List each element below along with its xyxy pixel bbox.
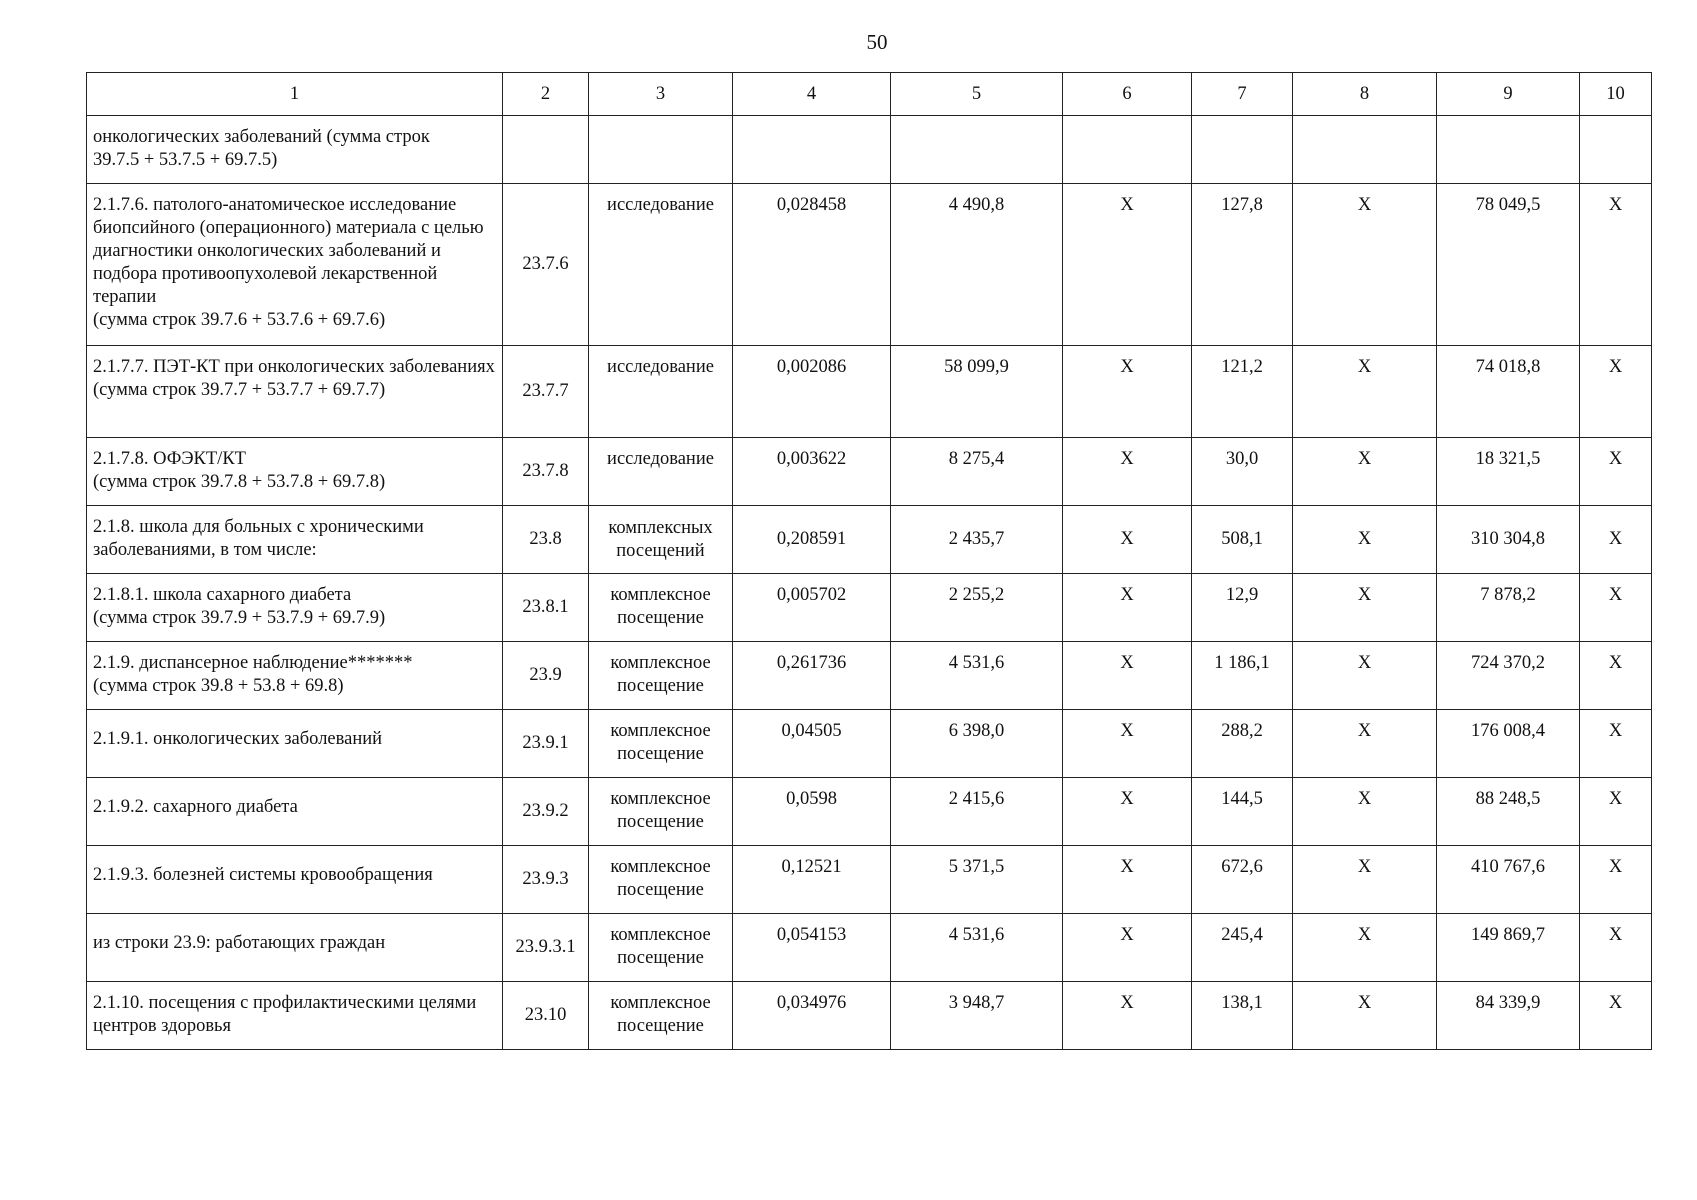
unit-cell: комплексное посещение xyxy=(589,778,733,846)
row-name-cell: 2.1.9. диспансерное наблюдение******* (сумма строк 39.8 + 53.8 + 69.8) xyxy=(87,642,503,710)
unit-cell: комплексное посещение xyxy=(589,710,733,778)
column-number: 5 xyxy=(891,73,1063,116)
value-cell: 0,12521 xyxy=(733,846,891,914)
row-name-cell: 2.1.10. посещения с профилактическими целями центров здоровья xyxy=(87,982,503,1050)
value-cell: 0,261736 xyxy=(733,642,891,710)
row-name-cell: онкологических заболеваний (сумма строк 39.7.5 + 53.7.5 + 69.7.5) xyxy=(87,116,503,184)
value-cell: Х xyxy=(1063,574,1192,642)
unit-cell: комплексное посещение xyxy=(589,982,733,1050)
column-number: 3 xyxy=(589,73,733,116)
value-cell: Х xyxy=(1580,914,1652,982)
value-cell: 4 531,6 xyxy=(891,914,1063,982)
table-row xyxy=(87,116,1652,184)
value-cell: Х xyxy=(1580,184,1652,346)
value-cell: Х xyxy=(1063,846,1192,914)
value-cell xyxy=(1192,116,1293,184)
value-cell: Х xyxy=(1063,184,1192,346)
value-cell: 0,002086 xyxy=(733,346,891,438)
value-cell: 121,2 xyxy=(1192,346,1293,438)
value-cell: 149 869,7 xyxy=(1437,914,1580,982)
column-number: 2 xyxy=(503,73,589,116)
value-cell: 0,028458 xyxy=(733,184,891,346)
value-cell: Х xyxy=(1293,914,1437,982)
value-cell: 724 370,2 xyxy=(1437,642,1580,710)
row-line-number-cell: 23.9.1 xyxy=(503,710,589,778)
row-line-number-cell xyxy=(503,116,589,184)
table-row xyxy=(87,574,1652,642)
row-name-cell: 2.1.8.1. школа сахарного диабета (сумма строк 39.7.9 + 53.7.9 + 69.7.9) xyxy=(87,574,503,642)
unit-cell xyxy=(589,116,733,184)
unit-cell: комплексных посещений xyxy=(589,506,733,574)
column-number: 8 xyxy=(1293,73,1437,116)
value-cell: 176 008,4 xyxy=(1437,710,1580,778)
value-cell: 6 398,0 xyxy=(891,710,1063,778)
unit-cell: исследование xyxy=(589,184,733,346)
value-cell: Х xyxy=(1580,642,1652,710)
unit-cell: комплексное посещение xyxy=(589,914,733,982)
table-row xyxy=(87,710,1652,778)
column-number: 6 xyxy=(1063,73,1192,116)
value-cell: 1 186,1 xyxy=(1192,642,1293,710)
value-cell: 0,054153 xyxy=(733,914,891,982)
value-cell xyxy=(1293,116,1437,184)
value-cell: Х xyxy=(1293,346,1437,438)
value-cell: 58 099,9 xyxy=(891,346,1063,438)
value-cell: 12,9 xyxy=(1192,574,1293,642)
row-line-number-cell: 23.9.3 xyxy=(503,846,589,914)
value-cell: 288,2 xyxy=(1192,710,1293,778)
table-row xyxy=(87,982,1652,1050)
table-row xyxy=(87,184,1652,346)
value-cell: 0,003622 xyxy=(733,438,891,506)
value-cell: 4 531,6 xyxy=(891,642,1063,710)
table-row xyxy=(87,346,1652,438)
row-name-cell: 2.1.8. школа для больных с хроническими заболеваниями, в том числе: xyxy=(87,506,503,574)
value-cell: Х xyxy=(1293,438,1437,506)
column-number: 10 xyxy=(1580,73,1652,116)
unit-cell: исследование xyxy=(589,438,733,506)
value-cell: 310 304,8 xyxy=(1437,506,1580,574)
value-cell: 30,0 xyxy=(1192,438,1293,506)
value-cell: Х xyxy=(1293,184,1437,346)
value-cell: 2 415,6 xyxy=(891,778,1063,846)
value-cell: Х xyxy=(1580,438,1652,506)
value-cell: 84 339,9 xyxy=(1437,982,1580,1050)
table-row xyxy=(87,914,1652,982)
value-cell: Х xyxy=(1063,438,1192,506)
value-cell: Х xyxy=(1293,778,1437,846)
value-cell: Х xyxy=(1580,346,1652,438)
row-line-number-cell: 23.7.7 xyxy=(503,346,589,438)
value-cell: Х xyxy=(1580,846,1652,914)
value-cell: Х xyxy=(1063,346,1192,438)
value-cell: 5 371,5 xyxy=(891,846,1063,914)
value-cell: Х xyxy=(1063,710,1192,778)
value-cell: 672,6 xyxy=(1192,846,1293,914)
row-name-cell: 2.1.9.1. онкологических заболеваний xyxy=(87,710,503,778)
value-cell xyxy=(733,116,891,184)
unit-cell: комплексное посещение xyxy=(589,574,733,642)
row-name-cell: 2.1.7.7. ПЭТ-КТ при онкологических заболеваниях (сумма строк 39.7.7 + 53.7.7 + 69.7.7) xyxy=(87,346,503,438)
value-cell: 88 248,5 xyxy=(1437,778,1580,846)
value-cell: Х xyxy=(1580,982,1652,1050)
unit-cell: исследование xyxy=(589,346,733,438)
value-cell: 127,8 xyxy=(1192,184,1293,346)
table-row xyxy=(87,506,1652,574)
value-cell: 3 948,7 xyxy=(891,982,1063,1050)
row-line-number-cell: 23.10 xyxy=(503,982,589,1050)
value-cell: 245,4 xyxy=(1192,914,1293,982)
data-table xyxy=(86,72,1652,1050)
row-name-cell: 2.1.7.6. патолого-анатомическое исследование биопсийного (операционного) материала с целью диагностики онкологических заболеваний и подбора противоопухолевой лекарственной терапии (сумма строк 39.7.6 + 53.7.6 + 69.7.6) xyxy=(87,184,503,346)
value-cell: 8 275,4 xyxy=(891,438,1063,506)
value-cell: 0,208591 xyxy=(733,506,891,574)
column-number: 9 xyxy=(1437,73,1580,116)
row-name-cell: 2.1.9.2. сахарного диабета xyxy=(87,778,503,846)
unit-cell: комплексное посещение xyxy=(589,846,733,914)
value-cell: Х xyxy=(1063,642,1192,710)
value-cell xyxy=(1580,116,1652,184)
value-cell: 2 435,7 xyxy=(891,506,1063,574)
value-cell: Х xyxy=(1580,710,1652,778)
row-line-number-cell: 23.7.8 xyxy=(503,438,589,506)
value-cell: Х xyxy=(1580,778,1652,846)
row-name-cell: 2.1.7.8. ОФЭКТ/КТ (сумма строк 39.7.8 + 53.7.8 + 69.7.8) xyxy=(87,438,503,506)
page-number: 50 xyxy=(866,30,888,54)
row-line-number-cell: 23.9.3.1 xyxy=(503,914,589,982)
value-cell: 144,5 xyxy=(1192,778,1293,846)
value-cell: Х xyxy=(1063,982,1192,1050)
row-line-number-cell: 23.8.1 xyxy=(503,574,589,642)
value-cell: Х xyxy=(1580,574,1652,642)
row-name-cell: 2.1.9.3. болезней системы кровообращения xyxy=(87,846,503,914)
value-cell: 78 049,5 xyxy=(1437,184,1580,346)
value-cell: 0,0598 xyxy=(733,778,891,846)
table-row xyxy=(87,438,1652,506)
table-row xyxy=(87,642,1652,710)
value-cell xyxy=(1063,116,1192,184)
value-cell: 4 490,8 xyxy=(891,184,1063,346)
value-cell: Х xyxy=(1063,506,1192,574)
value-cell: 0,04505 xyxy=(733,710,891,778)
table-row xyxy=(87,778,1652,846)
value-cell: Х xyxy=(1293,574,1437,642)
row-line-number-cell: 23.9 xyxy=(503,642,589,710)
value-cell: 410 767,6 xyxy=(1437,846,1580,914)
column-number: 7 xyxy=(1192,73,1293,116)
value-cell xyxy=(1437,116,1580,184)
value-cell: Х xyxy=(1063,778,1192,846)
header-row xyxy=(87,73,1652,116)
value-cell: Х xyxy=(1293,846,1437,914)
value-cell: 7 878,2 xyxy=(1437,574,1580,642)
value-cell: Х xyxy=(1293,982,1437,1050)
value-cell: 0,005702 xyxy=(733,574,891,642)
value-cell: 508,1 xyxy=(1192,506,1293,574)
value-cell xyxy=(891,116,1063,184)
value-cell: Х xyxy=(1063,914,1192,982)
value-cell: Х xyxy=(1580,506,1652,574)
unit-cell: комплексное посещение xyxy=(589,642,733,710)
value-cell: 138,1 xyxy=(1192,982,1293,1050)
row-line-number-cell: 23.9.2 xyxy=(503,778,589,846)
value-cell: 74 018,8 xyxy=(1437,346,1580,438)
column-number: 4 xyxy=(733,73,891,116)
value-cell: Х xyxy=(1293,642,1437,710)
value-cell: Х xyxy=(1293,710,1437,778)
column-number: 1 xyxy=(87,73,503,116)
value-cell: 2 255,2 xyxy=(891,574,1063,642)
row-name-cell: из строки 23.9: работающих граждан xyxy=(87,914,503,982)
row-line-number-cell: 23.8 xyxy=(503,506,589,574)
value-cell: 0,034976 xyxy=(733,982,891,1050)
value-cell: Х xyxy=(1293,506,1437,574)
row-line-number-cell: 23.7.6 xyxy=(503,184,589,346)
value-cell: 18 321,5 xyxy=(1437,438,1580,506)
table-row xyxy=(87,846,1652,914)
